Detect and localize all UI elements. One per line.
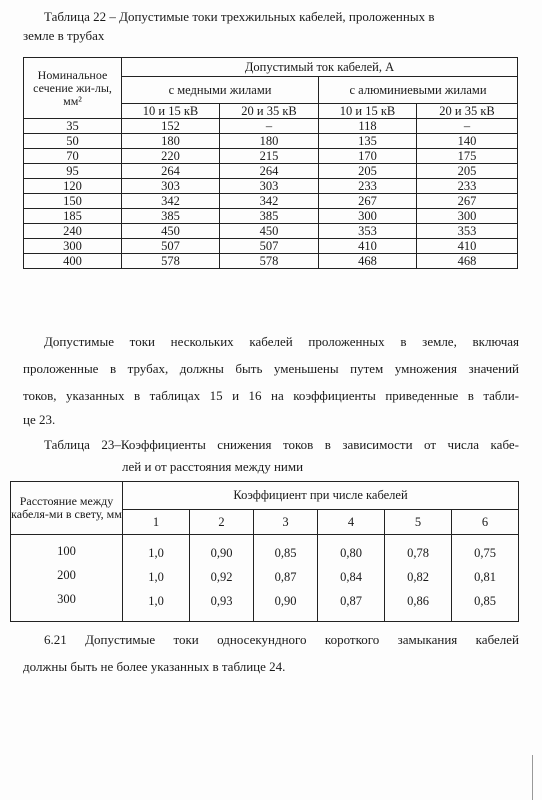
cell-section: 120: [24, 179, 122, 194]
cell-cu-20-35: 303: [220, 179, 319, 194]
coef-value: 0,85: [274, 546, 297, 560]
cell-al-20-35: 233: [417, 179, 518, 194]
table-row: [24, 119, 518, 134]
cell-section: 50: [24, 134, 122, 149]
table23-caption-line2: лей и от расстояния между ними: [122, 459, 304, 474]
header-count: 3: [254, 510, 318, 535]
cell-cu-20-35: 342: [220, 194, 319, 209]
cell-al-20-35: 205: [417, 164, 518, 179]
table-row: [24, 134, 518, 149]
cell-cu-20-35: 507: [220, 239, 319, 254]
header-count: 2: [190, 510, 254, 535]
cell-section: 35: [24, 119, 122, 134]
paragraph1-line4: це 23.: [23, 412, 56, 427]
coef-value: 0,87: [340, 594, 362, 608]
paragraph2-line2: должны быть не более указанных в таблице 24.: [23, 659, 286, 674]
header-cu-20-35: 20 и 35 кВ: [220, 104, 319, 119]
cell-cu-10-15: 180: [122, 134, 220, 149]
cell-cu-10-15: 450: [122, 224, 220, 239]
cell-al-20-35: 410: [417, 239, 518, 254]
cell-al-10-15: 205: [319, 164, 417, 179]
cell-al-20-35: 468: [417, 254, 518, 269]
coef-value: 0,92: [210, 570, 233, 584]
cell-cu-10-15: 385: [122, 209, 220, 224]
header-copper: с медными жилами: [122, 77, 319, 104]
paragraph1-line3: токов, указанных в таблицах 15 и 16 на коэффициенты приведенные в табли-: [23, 388, 519, 403]
coef-column-6: [452, 535, 519, 622]
cell-section: 95: [24, 164, 122, 179]
table-row: [24, 224, 518, 239]
header-al-10-15: 10 и 15 кВ: [319, 104, 417, 119]
cell-cu-20-35: 180: [220, 134, 319, 149]
paragraph2-line1: 6.21 Допустимые токи односекундного короткого замыкания кабелей: [44, 632, 519, 647]
cell-al-10-15: 353: [319, 224, 417, 239]
coef-value: 1,0: [148, 594, 164, 608]
coef-value: 0,75: [474, 546, 496, 560]
coef-value: 0,80: [340, 546, 362, 560]
table-row: [24, 209, 518, 224]
cell-cu-20-35: 450: [220, 224, 319, 239]
header-count: 6: [452, 510, 519, 535]
header-coef: Коэффициент при числе кабелей: [123, 482, 519, 510]
coef-value: 0,82: [407, 570, 429, 584]
header-count: 5: [385, 510, 452, 535]
coef-value: 0,87: [274, 570, 297, 584]
distance-300: 300: [57, 592, 76, 606]
distance-column: [11, 535, 123, 622]
header-aluminium: с алюминиевыми жилами: [319, 77, 518, 104]
cell-cu-10-15: 303: [122, 179, 220, 194]
cell-cu-10-15: 152: [122, 119, 220, 134]
coef-value: 0,78: [407, 546, 429, 560]
cell-al-10-15: 233: [319, 179, 417, 194]
paragraph1-line2: проложенные в трубах, должны быть уменьшены путем умножения значений: [23, 361, 519, 376]
coef-value: 1,0: [148, 570, 164, 584]
cell-al-20-35: 300: [417, 209, 518, 224]
cell-section: 150: [24, 194, 122, 209]
cell-al-10-15: 170: [319, 149, 417, 164]
table-row: [24, 194, 518, 209]
cell-al-10-15: 118: [319, 119, 417, 134]
cell-section: 240: [24, 224, 122, 239]
table23-caption-line1: Таблица 23–Коэффициенты снижения токов в зависимости от числа кабе-: [44, 437, 519, 452]
cell-cu-10-15: 342: [122, 194, 220, 209]
cell-cu-20-35: 385: [220, 209, 319, 224]
cell-al-20-35: –: [417, 119, 518, 134]
cell-al-20-35: 140: [417, 134, 518, 149]
coef-column-1: [123, 535, 190, 622]
header-distance: Расстояние между кабеля-ми в свету, мм: [11, 482, 123, 535]
table-row: [24, 149, 518, 164]
cell-al-10-15: 468: [319, 254, 417, 269]
paragraph1-line1: Допустимые токи нескольких кабелей проложенных в земле, включая: [44, 334, 519, 349]
cell-cu-20-35: –: [220, 119, 319, 134]
cell-al-10-15: 267: [319, 194, 417, 209]
coef-value: 0,86: [407, 594, 429, 608]
cell-section: 70: [24, 149, 122, 164]
table-row: [24, 164, 518, 179]
coef-value: 1,0: [148, 546, 164, 560]
header-count: 1: [123, 510, 190, 535]
cell-section: 185: [24, 209, 122, 224]
table-23: [10, 481, 519, 622]
coef-value: 0,90: [210, 546, 233, 560]
coef-column-2: [190, 535, 254, 622]
coef-value: 0,90: [274, 594, 297, 608]
header-count: 4: [318, 510, 385, 535]
table-row: [24, 239, 518, 254]
coef-column-4: [318, 535, 385, 622]
page-edge-line: [532, 755, 533, 800]
cell-cu-20-35: 578: [220, 254, 319, 269]
header-current: Допустимый ток кабелей, А: [122, 58, 518, 77]
header-section: Номинальное сечение жи-лы, мм²: [24, 58, 122, 119]
coef-value: 0,84: [340, 570, 362, 584]
cell-al-20-35: 267: [417, 194, 518, 209]
coef-value: 0,93: [210, 594, 233, 608]
cell-al-10-15: 300: [319, 209, 417, 224]
coef-value: 0,85: [474, 594, 496, 608]
cell-al-10-15: 410: [319, 239, 417, 254]
table-row: [24, 254, 518, 269]
cell-cu-20-35: 264: [220, 164, 319, 179]
header-al-20-35: 20 и 35 кВ: [417, 104, 518, 119]
cell-al-10-15: 135: [319, 134, 417, 149]
table22-caption-line2: земле в трубах: [23, 28, 105, 43]
cell-cu-10-15: 264: [122, 164, 220, 179]
cell-section: 400: [24, 254, 122, 269]
distance-100: 100: [57, 544, 76, 558]
coef-column-5: [385, 535, 452, 622]
cell-cu-10-15: 220: [122, 149, 220, 164]
cell-al-20-35: 353: [417, 224, 518, 239]
table-row: [24, 179, 518, 194]
cell-section: 300: [24, 239, 122, 254]
table-22: [23, 57, 518, 269]
cell-cu-10-15: 507: [122, 239, 220, 254]
table22-caption-line1: Таблица 22 – Допустимые токи трехжильных кабелей, проложенных в: [44, 9, 435, 24]
header-cu-10-15: 10 и 15 кВ: [122, 104, 220, 119]
coef-column-3: [254, 535, 318, 622]
cell-cu-20-35: 215: [220, 149, 319, 164]
cell-cu-10-15: 578: [122, 254, 220, 269]
distance-200: 200: [57, 568, 76, 582]
cell-al-20-35: 175: [417, 149, 518, 164]
coef-value: 0,81: [474, 570, 496, 584]
